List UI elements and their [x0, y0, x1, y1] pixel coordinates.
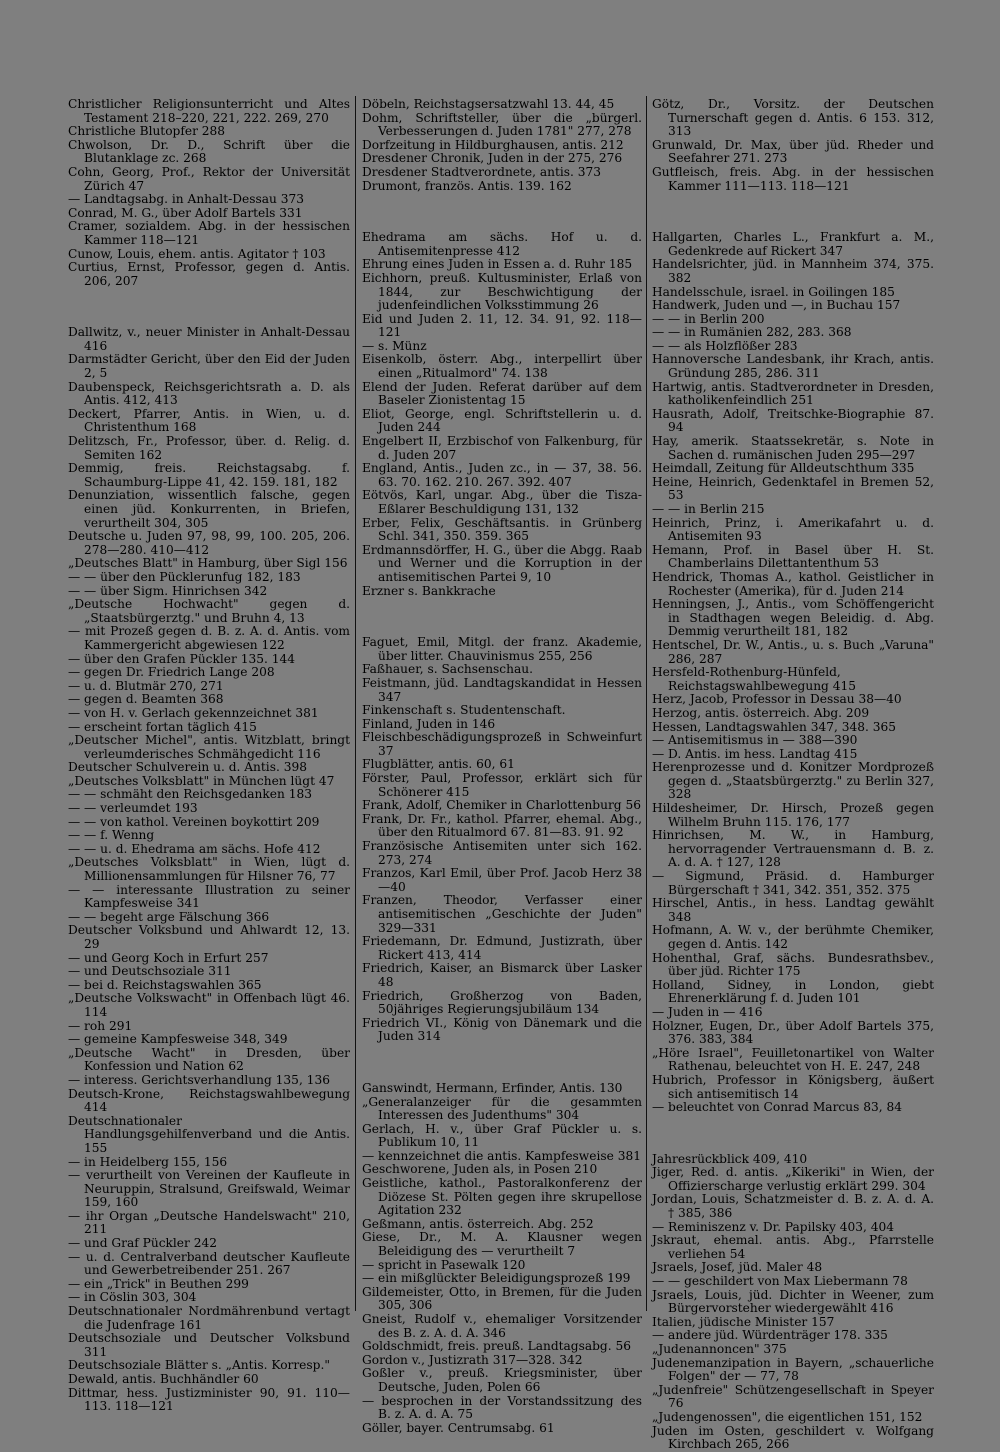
index-entry: — besprochen in der Vorstandssitzung des B. z. A. d. A. 75 [362, 1393, 642, 1422]
index-entry: Erber, Felix, Geschäftsantis. in Grünberg Schl. 341, 350. 359. 365 [362, 515, 642, 544]
index-entry: — Sigmund, Präsid. d. Hamburger Bürgerschaft † 341, 342. 351, 352. 375 [652, 869, 934, 897]
index-entry: — D. Antis. im hess. Landtag 415 [652, 746, 858, 761]
index-entry: „Generalanzeiger für die gesammten Interessen des Judenthums" 304 [362, 1094, 642, 1123]
index-entry: Gordon v., Justizrath 317—328. 342 [362, 1352, 583, 1367]
index-entry: Heine, Heinrich, Gedenktafel in Bremen 52, 53 [652, 474, 934, 503]
index-entry: Franzen, Theodor, Verfasser einer antisemitischen „Geschichte der Juden" 329—331 [362, 893, 642, 935]
index-entry: „Judenannoncen" 375 [652, 1342, 787, 1356]
index-entry: — — über Sigm. Hinrichsen 342 [68, 583, 268, 598]
index-entry: Götz, Dr., Vorsitz. der Deutschen Turnerschaft gegen d. Antis. 6 153. 312, 313 [652, 97, 934, 139]
index-entry: „Deutsches Blatt" in Hamburg, über Sigl 156 [68, 556, 348, 571]
index-entry: „Judengenossen", die eigentlichen 151, 152 [652, 1409, 923, 1424]
index-entry: Ehrung eines Juden in Essen a. d. Ruhr 185 [362, 257, 633, 272]
index-entry: Holzner, Eugen, Dr., über Adolf Bartels 375, 376. 383, 384 [652, 1018, 934, 1047]
index-entry: — erscheint fortan täglich 415 [68, 719, 257, 734]
index-entry: Denunziation, wissentlich falsche, gegen einen jüd. Konkurrenten, in Briefen, verurtheilt 304, 305 [68, 488, 350, 530]
index-entry: — s. Münz [362, 338, 427, 353]
index-entry: Demmig, freis. Reichstagsabg. f. Schaumburg-Lippe 41, 42. 159. 181, 182 [68, 461, 350, 489]
index-entry: — in Heidelberg 155, 156 [68, 1154, 228, 1169]
index-entry: Judenemanzipation in Bayern, „schauerliche Folgen" der — 77, 78 [652, 1355, 934, 1384]
index-entry: Hersfeld-Rothenburg-Hünfeld, Reichstagswahlbewegung 415 [652, 665, 856, 693]
index-entry: Elend der Juden. Referat darüber auf dem Baseler Zionistentag 15 [362, 379, 642, 408]
section-gap [362, 205, 642, 219]
index-entry: Christliche Blutopfer 288 [68, 124, 226, 139]
index-entry: Herenprozesse und d. Konitzer Mordprozeß gegen d. „Staatsbürgerztg." zu Berlin 327, 328 [652, 760, 934, 802]
index-entry: Dohm, Schriftsteller, über die „bürgerl. Verbesserungen d. Juden 1781" 277, 278 [362, 110, 642, 139]
index-entry: — Reminiszenz v. Dr. Papilsky 403, 404 [652, 1219, 895, 1234]
index-entry: Hartwig, antis. Stadtverordneter in Dresden, katholikenfeindlich 251 [652, 379, 934, 408]
index-entry: — mit Prozeß gegen d. B. z. A. d. Antis. vom Kammergericht abgewiesen 122 [68, 624, 350, 652]
index-entry: Cramer, sozialdem. Abg. in der hessischen Kammer 118—121 [68, 219, 350, 247]
index-entry: Feistmann, jüd. Landtagskandidat in Hessen 347 [362, 675, 642, 704]
index-entry: — gemeine Kampfesweise 348, 349 [68, 1032, 288, 1047]
index-entry: Cunow, Louis, ehem. antis. Agitator † 103 [68, 246, 326, 261]
index-entry: — — schmäht den Reichsgedanken 183 [68, 787, 312, 802]
index-entry: Gildemeister, Otto, in Bremen, für die Juden 305, 306 [362, 1284, 642, 1313]
index-entry: Hannoversche Landesbank, ihr Krach, antis. Gründung 285, 286. 311 [652, 352, 934, 381]
section-gap [652, 1127, 934, 1141]
index-entry: Faßhauer, s. Sachsenschau. [362, 662, 533, 677]
index-entry: Hirschel, Antis., in hess. Landtag gewählt 348 [652, 896, 934, 924]
index-entry: — und Graf Pückler 242 [68, 1236, 217, 1251]
index-entry: Jsraels, Josef, jüd. Maler 48 [652, 1260, 823, 1275]
index-entry: „Deutsche Volkswacht" in Offenbach lügt 46. 114 [68, 991, 350, 1019]
index-entry: Dallwitz, v., neuer Minister in Anhalt-Dessau 416 [68, 325, 350, 353]
index-entry: England, Antis., Juden zc., in — 37, 38. 56. 63. 70. 162. 210. 267. 392. 407 [362, 461, 642, 489]
index-entry: — in Cöslin 303, 304 [68, 1290, 197, 1305]
index-entry: — Antisemitismus in — 388—390 [652, 733, 858, 748]
index-entry: — — in Berlin 215 [652, 502, 765, 516]
index-entry: Jordan, Louis, Schatzmeister d. B. z. A. d. A. † 385, 386 [652, 1192, 934, 1221]
index-entry: — — über den Pücklerunfug 182, 183 [68, 569, 301, 584]
index-entry: Jiger, Red. d. antis. „Kikeriki" in Wien, der Offizierscharge verlustig erklärt 299. 304 [652, 1165, 934, 1193]
index-entry: „Deutsches Volksblatt" in München lügt 47 [68, 773, 335, 788]
index-entry: Hessen, Landtagswahlen 347, 348. 365 [652, 719, 897, 734]
index-entry: — ein mißglückter Beleidigungsprozeß 199 [362, 1271, 631, 1286]
index-entry: — — als Holzflößer 283 [652, 338, 798, 353]
index-entry: — roh 291 [68, 1018, 133, 1033]
index-entry: Curtius, Ernst, Professor, gegen d. Antis. 206, 207 [68, 260, 350, 288]
index-entry: Hemann, Prof. in Basel über H. St. Chamberlains Dilettantenthum 53 [652, 542, 934, 571]
index-entry: Gutfleisch, freis. Abg. in der hessischen Kammer 111—113. 118—121 [652, 164, 934, 193]
index-entry: — — begeht arge Fälschung 366 [68, 909, 270, 924]
index-entry: Hay, amerik. Staatssekretär, s. Note in Sachen d. rumänischen Juden 295—297 [652, 434, 934, 462]
index-entry: Hallgarten, Charles L., Frankfurt a. M., Gedenkrede auf Rickert 347 [652, 230, 934, 258]
index-entry: Fleischbeschädigungsprozeß in Schweinfurt 37 [362, 730, 642, 758]
index-entry: Dresdener Chronik, Juden in der 275, 276 [362, 151, 623, 166]
index-entry: Heimdall, Zeitung für Alldeutschthum 335 [652, 461, 915, 476]
index-entry: Handelsrichter, jüd. in Mannheim 374, 375. 382 [652, 257, 934, 285]
index-entry: Cohn, Georg, Prof., Rektor der Universität Zürich 47 [68, 164, 350, 193]
index-entry: Frank, Adolf, Chemiker in Charlottenburg 56 [362, 798, 641, 813]
index-entry: Geßmann, antis. österreich. Abg. 252 [362, 1216, 594, 1231]
index-entry: — kennzeichnet die antis. Kampfesweise 381 [362, 1148, 641, 1163]
index-entry: — Landtagsabg. in Anhalt-Dessau 373 [68, 192, 304, 207]
index-entry: — und Georg Koch in Erfurt 257 [68, 950, 269, 965]
index-entry: Döbeln, Reichstagsersatzwahl 13. 44, 45 [362, 97, 615, 111]
index-entry: „Deutsche Hochwacht" gegen d. „Staatsbürgerztg." und Bruhn 4, 13 [68, 597, 350, 625]
index-entry: „Judenfreie" Schützengesellschaft in Speyer 76 [652, 1382, 934, 1411]
index-entry: — ihr Organ „Deutsche Handelswacht" 210, 211 [68, 1208, 350, 1237]
index-entry: Deutsch-Krone, Reichstagswahlbewegung 414 [68, 1086, 350, 1115]
index-entry: Juden im Osten, geschildert v. Wolfgang Kirchbach 265, 266 [652, 1423, 934, 1452]
index-entry: Jskraut, ehemal. antis. Abg., Pfarrstelle verliehen 54 [652, 1233, 934, 1261]
index-entry: Ehedrama am sächs. Hof u. d. Antisemitenpresse 412 [362, 230, 642, 258]
index-entry: Geistliche, kathol., Pastoralkonferenz der Diözese St. Pölten gegen ihre skrupellose Agitation 232 [362, 1176, 642, 1218]
index-entry: Handelsschule, israel. in Goilingen 185 [652, 284, 895, 299]
index-entry: — und Deutschsoziale 311 [68, 964, 232, 979]
index-entry: Heinrich, Prinz, i. Amerikafahrt u. d. Antisemiten 93 [652, 515, 934, 544]
index-entry: — Juden in — 416 [652, 1004, 763, 1019]
index-entry: — — verleumdet 193 [68, 801, 198, 816]
index-entry: Deutschsoziale Blätter s. „Antis. Korresp." [68, 1358, 330, 1373]
index-entry: „Deutsches Volksblatt" in Wien, lügt d. Millionensammlungen für Hilsner 76, 77 [68, 855, 350, 884]
index-entry: Grunwald, Dr. Max, über jüd. Rheder und Seefahrer 271. 273 [652, 137, 934, 166]
index-entry: Deutschnationaler Nordmährenbund vertagt die Judenfrage 161 [68, 1304, 350, 1332]
index-entry: Holland, Sidney, in London, giebt Ehrenerklärung f. d. Juden 101 [652, 977, 934, 1006]
index-entry: Daubenspeck, Reichsgerichtsrath a. D. als Antis. 412, 413 [68, 379, 350, 408]
index-entry: — von H. v. Gerlach gekennzeichnet 381 [68, 705, 319, 720]
index-entry: Friedemann, Dr. Edmund, Justizrath, über Rickert 413, 414 [362, 934, 642, 962]
index-entry: Friedrich, Großherzog von Baden, 50jähriges Regierungsjubiläum 134 [362, 988, 642, 1017]
index-entry: Deutschsoziale und Deutscher Volksbund 311 [68, 1331, 350, 1359]
index-column-2 [362, 97, 642, 1435]
index-entry: Förster, Paul, Professor, erklärt sich für Schönerer 415 [362, 771, 642, 799]
index-entry: Ganswindt, Hermann, Erfinder, Antis. 130 [362, 1080, 623, 1095]
index-entry: Finkenschaft s. Studentenschaft. [362, 703, 566, 718]
index-entry: Darmstädter Gericht, über den Eid der Juden 2, 5 [68, 352, 350, 381]
index-entry: Göller, bayer. Centrumsabg. 61 [362, 1420, 555, 1435]
index-entry: — — in Rumänien 282, 283. 368 [652, 325, 852, 340]
index-entry: — über den Grafen Pückler 135. 144 [68, 651, 295, 666]
index-entry: Eichhorn, preuß. Kultusminister, Erlaß von 1844, zur Beschwichtigung der judenfeindlichen Volksstimmung 26 [362, 270, 642, 313]
index-entry: Chwolson, Dr. D., Schrift über die Blutanklage zc. 268 [68, 137, 350, 166]
index-entry: „Deutsche Wacht" in Dresden, über Konfession und Nation 62 [68, 1045, 350, 1074]
index-entry: Deutsche u. Juden 97, 98, 99, 100. 205, 206. 278—280. 410—412 [68, 529, 350, 557]
index-entry: Engelbert II, Erzbischof von Falkenburg, für d. Juden 207 [362, 434, 642, 462]
index-entry: Italien, jüdische Minister 157 [652, 1314, 835, 1329]
index-entry: Giese, Dr., M. A. Klausner wegen Beleidigung des — verurtheilt 7 [362, 1230, 642, 1259]
index-entry: Deutscher Volksbund und Ahlwardt 12, 13. 29 [68, 923, 350, 951]
index-entry: Hofmann, A. W. v., der berühmte Chemiker, gegen d. Antis. 142 [652, 923, 934, 951]
index-entry: Eötvös, Karl, ungar. Abg., über die Tisza-Eßlarer Beschuldigung 131, 132 [362, 488, 642, 516]
index-entry: Französische Antisemiten unter sich 162. 273, 274 [362, 839, 642, 867]
index-entry: Dittmar, hess. Justizminister 90, 91. 110—113. 118—121 [68, 1385, 350, 1414]
index-entry: — — von kathol. Vereinen boykottirt 209 [68, 814, 320, 829]
index-entry: Goßler v., preuß. Kriegsminister, über Deutsche, Juden, Polen 66 [362, 1366, 642, 1394]
index-entry: Dorfzeitung in Hildburghausen, antis. 212 [362, 137, 624, 152]
index-entry: — verurtheilt von Vereinen der Kaufleute in Neuruppin, Stralsund, Greifswald, Weimar 159, 160 [68, 1168, 350, 1210]
index-entry: Faguet, Emil, Mitgl. der franz. Akademie, über litter. Chauvinismus 255, 256 [362, 635, 642, 663]
section-gap [68, 301, 350, 315]
index-entry: — — interessante Illustration zu seiner Kampfesweise 341 [68, 882, 350, 911]
index-entry: Gerlach, H. v., über Graf Pückler u. s. Publikum 10, 11 [362, 1121, 642, 1150]
index-entry: Goldschmidt, freis. preuß. Landtagsabg. 56 [362, 1339, 631, 1354]
index-entry: Christlicher Religionsunterricht und Altes Testament 218–220, 221, 222. 269, 270 [68, 97, 350, 125]
index-entry: — ein „Trick" in Beuthen 299 [68, 1276, 249, 1291]
index-entry: Friedrich, Kaiser, an Bismarck über Lasker 48 [362, 961, 642, 989]
index-entry: Hentschel, Dr. W., Antis., u. s. Buch „Varuna" 286, 287 [652, 637, 934, 666]
index-entry: Flugblätter, antis. 60, 61 [362, 757, 515, 772]
index-entry: Herzog, antis. österreich. Abg. 209 [652, 705, 870, 720]
section-gap [362, 610, 642, 624]
index-column-3 [652, 97, 934, 1452]
index-entry: Drumont, französ. Antis. 139. 162 [362, 178, 572, 193]
index-entry: Erzner s. Bankkrache [362, 583, 496, 598]
index-entry: Erdmannsdörffer, H. G., über die Abgg. Raab und Werner und die Korruption in der antisemitischen Partei 9, 10 [362, 542, 642, 584]
index-entry: — — f. Wenng [68, 828, 155, 843]
index-entry: — spricht in Pasewalk 120 [362, 1257, 526, 1272]
index-entry: Hinrichsen, M. W., in Hamburg, hervorragender Vertrauensmann d. B. z. A. d. A. † 127, 128 [652, 828, 934, 870]
column-divider [355, 96, 356, 1311]
index-entry: Eliot, George, engl. Schriftstellerin u. d. Juden 244 [362, 406, 642, 435]
index-entry: Deckert, Pfarrer, Antis. in Wien, u. d. Christenthum 168 [68, 406, 350, 435]
column-divider [646, 96, 647, 1311]
index-entry: Handwerk, Juden und —, in Buchau 157 [652, 298, 901, 313]
index-entry: Deutscher Schulverein u. d. Antis. 398 [68, 760, 307, 775]
index-entry: Frank, Dr. Fr., kathol. Pfarrer, ehemal. Abg., über den Ritualmord 67. 81—83. 91. 92 [362, 811, 642, 840]
index-entry: Hausrath, Adolf, Treitschke-Biographie 87. 94 [652, 406, 934, 435]
index-entry: Hildesheimer, Dr. Hirsch, Prozeß gegen Wilhelm Bruhn 115. 176, 177 [652, 801, 934, 829]
index-entry: Dresdener Stadtverordnete, antis. 373 [362, 164, 602, 179]
index-column-1 [68, 97, 350, 1414]
index-entry: Hubrich, Professor in Königsberg, äußert sich antisemitisch 14 [652, 1072, 934, 1101]
section-gap [362, 1056, 642, 1070]
index-entry: — bei d. Reichstagswahlen 365 [68, 977, 262, 992]
index-entry: — gegen Dr. Friedrich Lange 208 [68, 665, 275, 680]
index-entry: Conrad, M. G., über Adolf Bartels 331 [68, 205, 303, 220]
index-entry: „Deutscher Michel", antis. Witzblatt, bringt verleumderisches Schmähgedicht 116 [68, 733, 350, 761]
index-entry: — — u. d. Ehedrama am sächs. Hofe 412 [68, 841, 321, 856]
index-entry: — beleuchtet von Conrad Marcus 83, 84 [652, 1100, 902, 1115]
index-entry: Deutschnationaler Handlungsgehilfenverband und die Antis. 155 [68, 1113, 350, 1155]
index-entry: Hendrick, Thomas A., kathol. Geistlicher in Rochester (Amerika), für d. Juden 214 [652, 569, 934, 598]
index-entry: Finland, Juden in 146 [362, 716, 496, 731]
index-entry: Friedrich VI., König von Dänemark und die Juden 314 [362, 1015, 642, 1044]
index-entry: Herz, Jacob, Professor in Dessau 38—40 [652, 692, 902, 707]
index-entry: Hohenthal, Graf, sächs. Bundesrathsbev., über jüd. Richter 175 [652, 950, 934, 979]
index-entry: Gneist, Rudolf v., ehemaliger Vorsitzender des B. z. A. d. A. 346 [362, 1312, 642, 1340]
index-entry: Eid und Juden 2. 11, 12. 34. 91, 92. 118—121 [362, 311, 642, 340]
index-entry: Dewald, antis. Buchhändler 60 [68, 1372, 259, 1386]
section-gap [652, 205, 934, 219]
index-entry: Geschworene, Juden als, in Posen 210 [362, 1162, 598, 1177]
index-entry: — — in Berlin 200 [652, 311, 765, 326]
index-entry: — interess. Gerichtsverhandlung 135, 136 [68, 1072, 330, 1087]
index-entry: Henningsen, J., Antis., vom Schöffengericht in Stadthagen wegen Beleidig. d. Abg. Demmig verurtheilt 181, 182 [652, 597, 934, 639]
index-entry: „Höre Israel", Feuilletonartikel von Walter Rathenau, beleuchtet von H. E. 247, 248 [652, 1045, 934, 1074]
index-entry: Eisenkolb, österr. Abg., interpellirt über einen „Ritualmord" 74. 138 [362, 352, 642, 381]
index-entry: — andere jüd. Würdenträger 178. 335 [652, 1328, 888, 1343]
index-entry: — u. d. Blutmär 270, 271 [68, 678, 224, 693]
index-entry: Jsraels, Louis, jüd. Dichter in Weener, zum Bürgervorsteher wiedergewählt 416 [652, 1287, 934, 1316]
index-entry: Delitzsch, Fr., Professor, über. d. Relig. d. Semiten 162 [68, 434, 350, 462]
index-entry: — — geschildert von Max Liebermann 78 [652, 1274, 908, 1289]
index-entry: — gegen d. Beamten 368 [68, 692, 224, 707]
index-entry: Jahresrückblick 409, 410 [652, 1151, 808, 1166]
index-entry: Franzos, Karl Emil, über Prof. Jacob Herz 38—40 [362, 866, 642, 894]
index-entry: — u. d. Centralverband deutscher Kaufleute und Gewerbetreibender 251. 267 [68, 1249, 350, 1278]
